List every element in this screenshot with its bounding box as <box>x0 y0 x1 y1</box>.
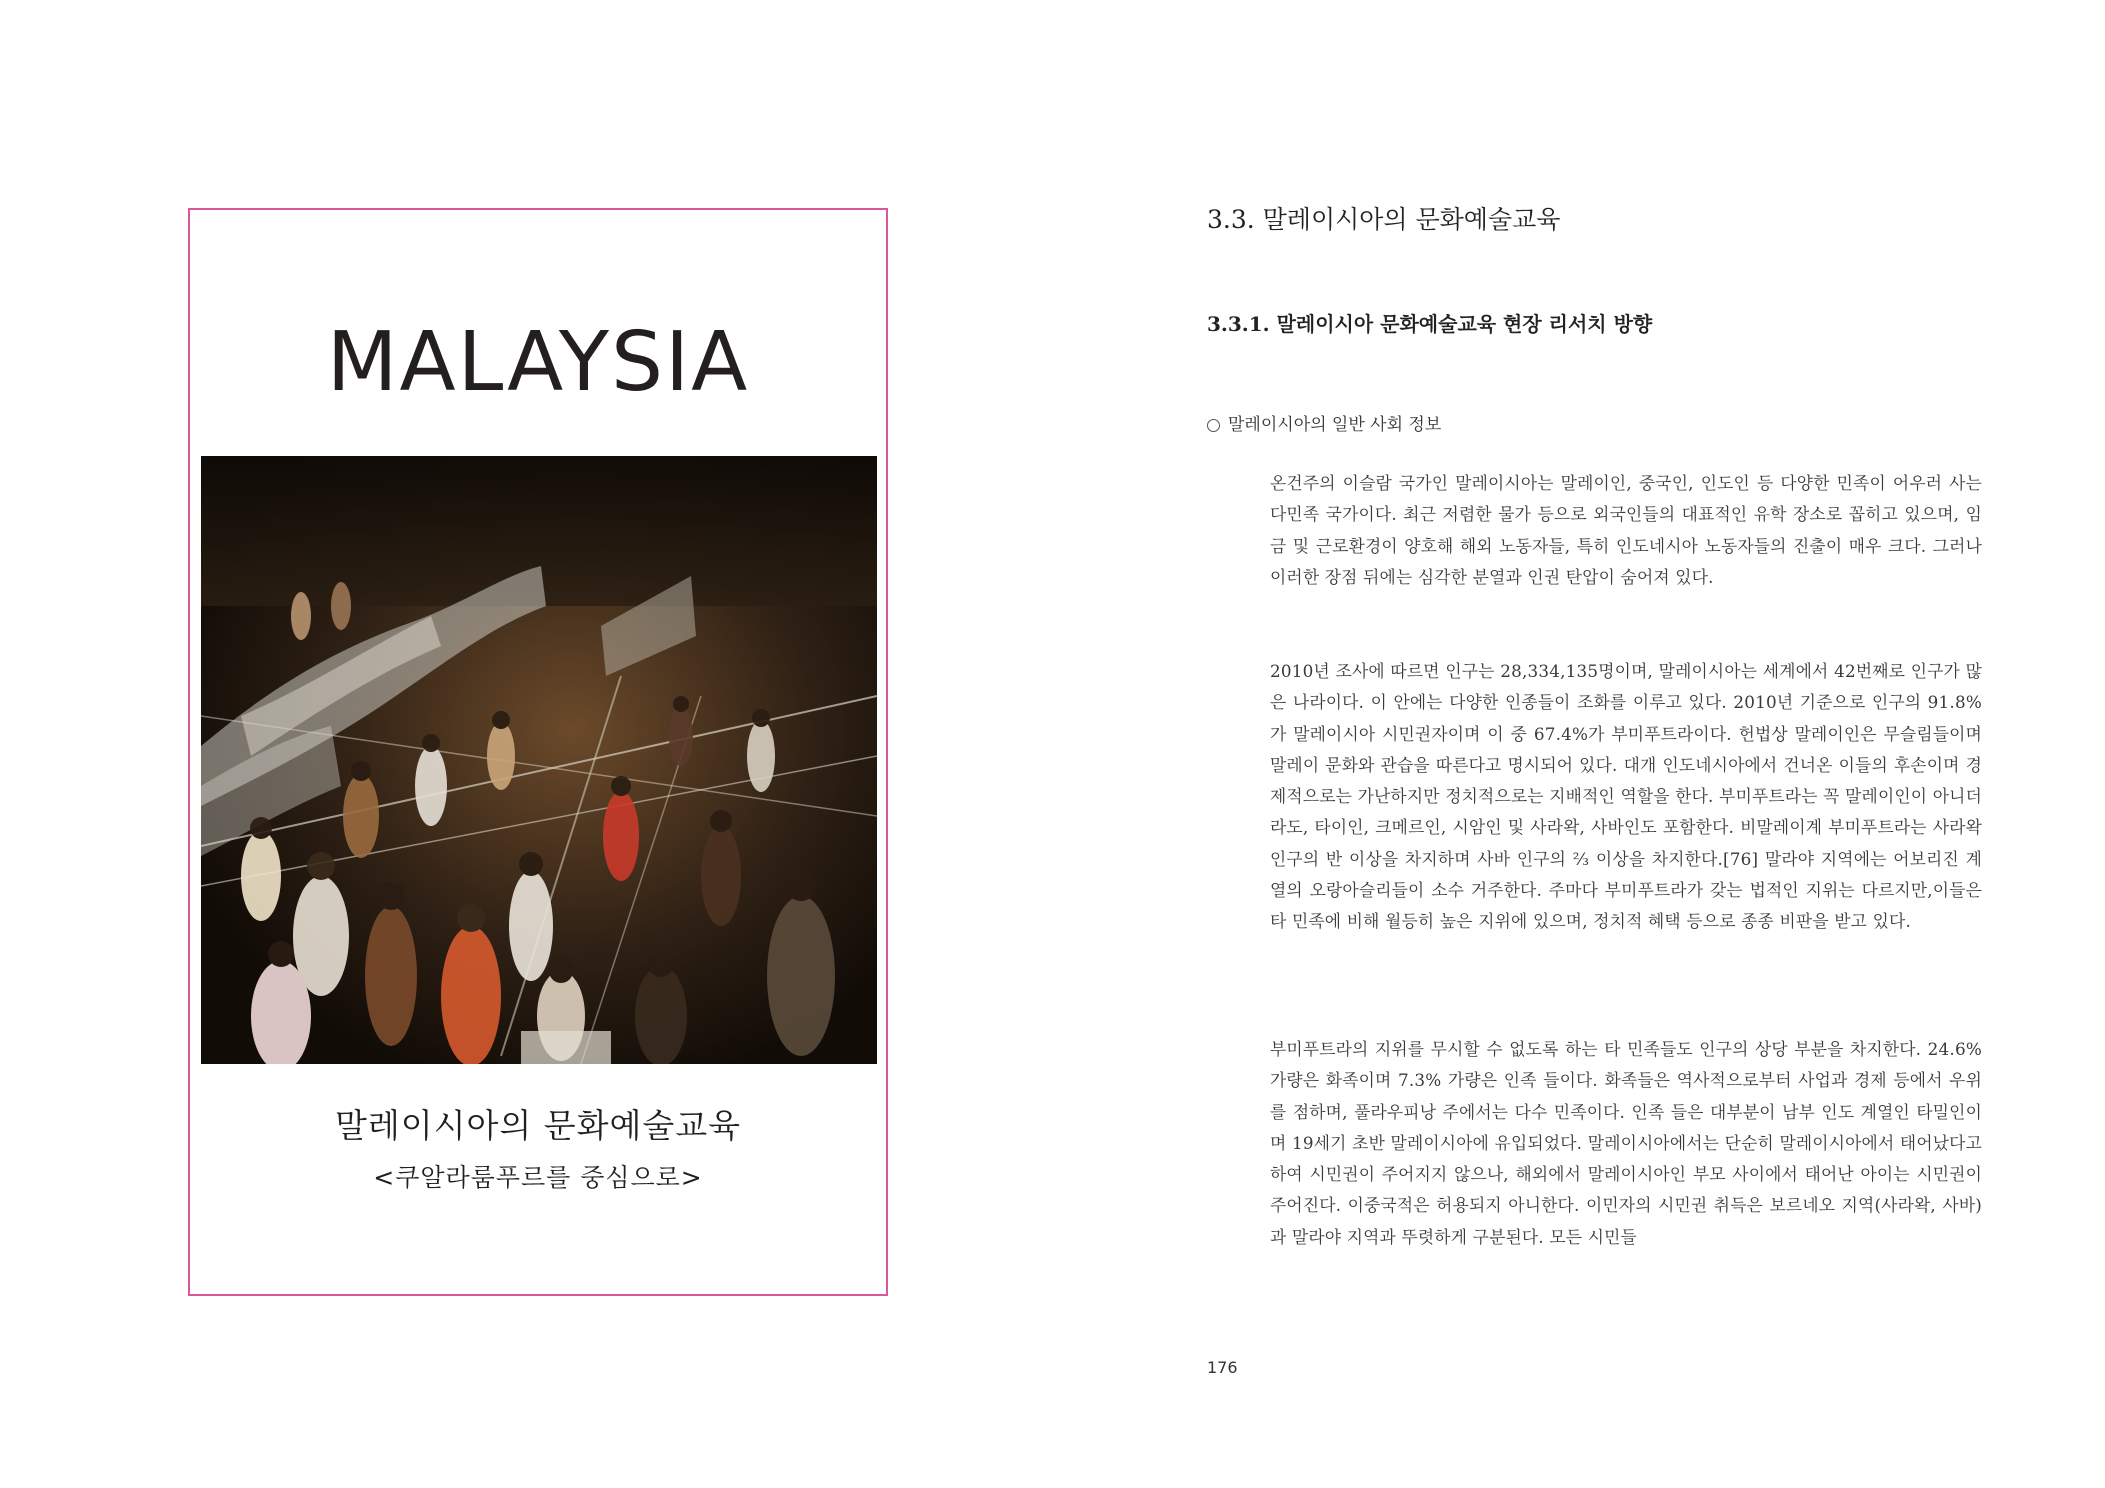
cover-title: MALAYSIA <box>326 315 750 410</box>
cover-subtitle: 말레이시아의 문화예술교육 <box>334 1106 742 1145</box>
paragraph-3: 부미푸트라의 지위를 무시할 수 없도록 하는 타 민족들도 인구의 상당 부분을 차지한다. 24.6% 가량은 화족이며 7.3% 가량은 인족 들이다. 화족들은 역사적으로부터 사업과 경제 등에서 우위를 점하며, 풀라우피낭 주에서는 다수 민족이다. 인족 들은 대부분이 남부 인도 계열인 타밀인이며 19세기 초반 말레이시아에 유입되었다. 말레이시아에서는 단순히 말레이시아에서 태어났다고 하여 시민권이 주어지지 않으나, 해외에서 말레이시아인 부모 사이에서 태어난 아이는 시민권이 주어진다. 이중국적은 허용되지 아니한다. 이민자의 시민권 취득은 보르네오 지역(사라왁, 사바)과 말라야 지역과 뚜렷하게 구분된다. 모든 시민들 <box>1270 1039 1982 1247</box>
hollow-circle-bullet-icon <box>1207 419 1220 432</box>
cover-subsubtitle: <쿠알라룸푸르를 중심으로> <box>373 1163 703 1192</box>
bullet-heading <box>1207 410 1441 435</box>
right-page-content <box>1052 0 2105 1488</box>
section-title: 3.3. 말레이시아의 문화예술교육 <box>1207 205 1561 234</box>
cover-photo-night-crowd <box>201 456 877 1064</box>
bullet-heading-text: 말레이시아의 일반 사회 정보 <box>1228 415 1442 435</box>
subsection-title: 3.3.1. 말레이시아 문화예술교육 현장 리서치 방향 <box>1207 312 1653 336</box>
paragraph-1: 온건주의 이슬람 국가인 말레이시아는 말레이인, 중국인, 인도인 등 다양한 민족이 어우러 사는 다민족 국가이다. 최근 저렴한 물가 등으로 외국인들의 대표적인 유학 장소로 꼽히고 있으며, 임금 및 근로환경이 양호해 해외 노동자들, 특히 인도네시아 노동자들의 진출이 매우 크다. 그러나 이러한 장점 뒤에는 심각한 분열과 인권 탄압이 숨어져 있다. <box>1270 473 1982 587</box>
page-number: 176 <box>1207 1358 1238 1377</box>
cover-frame <box>188 208 888 1296</box>
left-page-cover <box>0 0 1052 1488</box>
paragraph-2: 2010년 조사에 따르면 인구는 28,334,135명이며, 말레이시아는 세계에서 42번째로 인구가 많은 나라이다. 이 안에는 다양한 인종들이 조화를 이루고 있다. 2010년 기준으로 인구의 91.8%가 말레이시아 시민권자이며 이 중 67.4%가 부미푸트라이다. 헌법상 말레이인은 무슬림들이며 말레이 문화와 관습을 따른다고 명시되어 있다. 대개 인도네시아에서 건너온 이들의 후손이며 경제적으로는 가난하지만 정치적으로는 지배적인 역할을 한다. 부미푸트라는 꼭 말레이인이 아니더라도, 타이인, 크메르인, 시암인 및 사라왁, 사바인도 포함한다. 비말레이계 부미푸트라는 사라왁 인구의 반 이상을 차지하며 사바 인구의 ⅔ 이상을 차지한다.[76] 말라야 지역에는 어보리진 계열의 오랑아슬리들이 소수 거주한다. 주마다 부미푸트라가 갖는 법적인 지위는 다르지만,이들은 타 민족에 비해 월등히 높은 지위에 있으며, 정치적 혜택 등으로 종종 비판을 받고 있다. <box>1270 661 1982 932</box>
